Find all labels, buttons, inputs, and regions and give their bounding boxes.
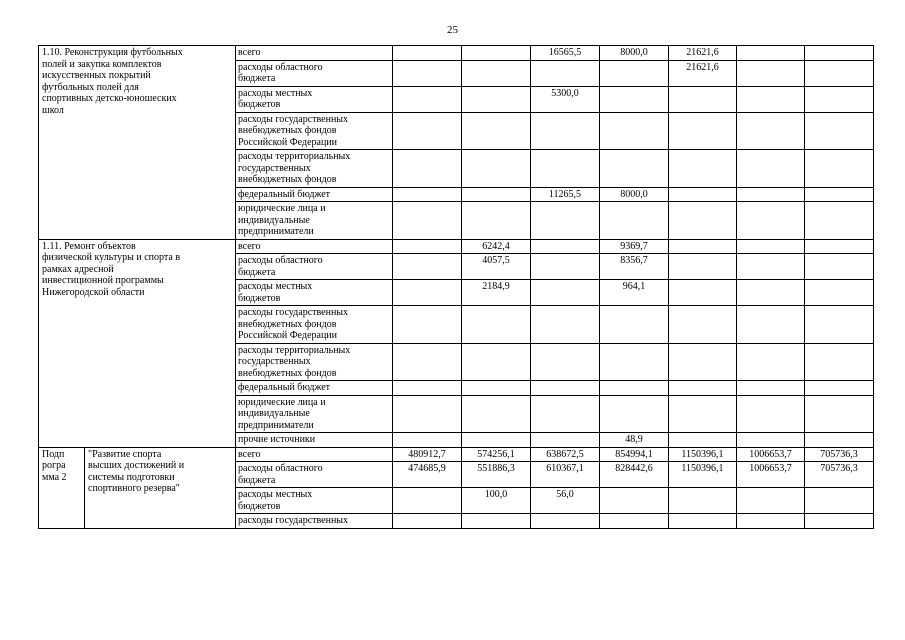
amount-cell [737,112,805,150]
amount-cell [669,433,737,448]
amount-cell: 21621,6 [669,46,737,61]
amount-cell: 574256,1 [462,447,531,462]
amount-cell [805,254,874,280]
table-row [39,46,874,61]
amount-cell [737,239,805,254]
amount-cell [393,306,462,344]
amount-cell [462,343,531,381]
amount-cell [462,381,531,396]
amount-cell [737,60,805,86]
amount-cell: 480912,7 [393,447,462,462]
amount-cell [737,280,805,306]
funding-source: расходы государственных внебюджетных фондов Российской Федерации [236,306,393,344]
funding-source: федеральный бюджет [236,187,393,202]
amount-cell [805,86,874,112]
funding-source: расходы территориальных государственных внебюджетных фондов [236,343,393,381]
amount-cell [393,514,462,529]
amount-cell [393,150,462,188]
funding-source: юридические лица и индивидуальные предприниматели [236,202,393,240]
amount-cell [805,514,874,529]
amount-cell [737,343,805,381]
amount-cell [393,280,462,306]
amount-cell [669,280,737,306]
amount-cell [669,488,737,514]
funding-source: расходы областного бюджета [236,462,393,488]
amount-cell [669,395,737,433]
amount-cell [462,112,531,150]
amount-cell [600,60,669,86]
amount-cell [393,343,462,381]
amount-cell: 551886,3 [462,462,531,488]
funding-source: расходы областного бюджета [236,60,393,86]
amount-cell: 705736,3 [805,447,874,462]
amount-cell: 2184,9 [462,280,531,306]
amount-cell [393,239,462,254]
amount-cell [600,514,669,529]
amount-cell [669,306,737,344]
amount-cell [669,150,737,188]
amount-cell: 56,0 [531,488,600,514]
amount-cell: 638672,5 [531,447,600,462]
amount-cell [531,60,600,86]
amount-cell [805,306,874,344]
funding-source: расходы государственных [236,514,393,529]
amount-cell: 8356,7 [600,254,669,280]
funding-source: всего [236,447,393,462]
amount-cell: 474685,9 [393,462,462,488]
amount-cell [737,381,805,396]
amount-cell [737,187,805,202]
amount-cell [805,202,874,240]
amount-cell: 1006653,7 [737,447,805,462]
amount-cell [669,343,737,381]
amount-cell [669,254,737,280]
amount-cell [805,112,874,150]
amount-cell [531,306,600,344]
amount-cell [531,150,600,188]
amount-cell [805,46,874,61]
amount-cell [462,46,531,61]
amount-cell [462,433,531,448]
amount-cell [462,60,531,86]
table-body [39,46,874,529]
amount-cell [531,343,600,381]
amount-cell [531,254,600,280]
table-row [39,447,874,462]
amount-cell [805,488,874,514]
amount-cell: 705736,3 [805,462,874,488]
amount-cell [393,395,462,433]
amount-cell [393,86,462,112]
amount-cell [600,150,669,188]
amount-cell [393,202,462,240]
amount-cell [393,381,462,396]
table-row [39,239,874,254]
amount-cell: 8000,0 [600,187,669,202]
amount-cell: 964,1 [600,280,669,306]
amount-cell [669,187,737,202]
amount-cell [600,86,669,112]
amount-cell [737,488,805,514]
amount-cell [462,202,531,240]
amount-cell [737,395,805,433]
amount-cell [393,254,462,280]
funding-source: всего [236,46,393,61]
amount-cell [737,254,805,280]
amount-cell [462,395,531,433]
amount-cell [600,306,669,344]
amount-cell [805,239,874,254]
amount-cell [462,514,531,529]
amount-cell [669,112,737,150]
funding-source: федеральный бюджет [236,381,393,396]
amount-cell [737,86,805,112]
amount-cell: 5300,0 [531,86,600,112]
amount-cell [600,488,669,514]
amount-cell [669,202,737,240]
amount-cell [600,395,669,433]
amount-cell: 8000,0 [600,46,669,61]
item-title: 1.10. Реконструкция футбольных полей и закупка комплектов искусственных покрытий футбольных полей для спортивных детско-юношеских школ [39,46,236,240]
amount-cell [393,488,462,514]
amount-cell: 1006653,7 [737,462,805,488]
amount-cell: 9369,7 [600,239,669,254]
amount-cell [805,381,874,396]
amount-cell [805,150,874,188]
amount-cell [462,86,531,112]
amount-cell [531,280,600,306]
amount-cell [600,381,669,396]
amount-cell [737,433,805,448]
amount-cell [805,433,874,448]
amount-cell: 828442,6 [600,462,669,488]
amount-cell [669,514,737,529]
amount-cell: 6242,4 [462,239,531,254]
amount-cell [669,239,737,254]
amount-cell [737,514,805,529]
amount-cell: 100,0 [462,488,531,514]
funding-source: прочие источники [236,433,393,448]
amount-cell [531,514,600,529]
amount-cell [600,112,669,150]
funding-source: всего [236,239,393,254]
amount-cell: 1150396,1 [669,462,737,488]
funding-source: расходы местных бюджетов [236,488,393,514]
amount-cell [737,46,805,61]
item-title: "Развитие спорта высших достижений и системы подготовки спортивного резерва" [85,447,236,528]
amount-cell: 11265,5 [531,187,600,202]
program-index: Подп рогра мма 2 [39,447,85,528]
amount-cell [805,280,874,306]
page-number: 25 [447,24,458,36]
amount-cell [531,395,600,433]
amount-cell [531,381,600,396]
amount-cell [737,202,805,240]
amount-cell [462,150,531,188]
amount-cell [393,46,462,61]
amount-cell [805,60,874,86]
amount-cell [531,239,600,254]
amount-cell: 21621,6 [669,60,737,86]
amount-cell [462,187,531,202]
amount-cell [393,433,462,448]
amount-cell: 854994,1 [600,447,669,462]
amount-cell [393,187,462,202]
funding-source: расходы местных бюджетов [236,280,393,306]
amount-cell [737,306,805,344]
funding-source: юридические лица и индивидуальные предприниматели [236,395,393,433]
funding-source: расходы государственных внебюджетных фондов Российской Федерации [236,112,393,150]
amount-cell [805,395,874,433]
amount-cell [531,112,600,150]
amount-cell [393,112,462,150]
amount-cell: 48,9 [600,433,669,448]
amount-cell: 1150396,1 [669,447,737,462]
funding-source: расходы местных бюджетов [236,86,393,112]
amount-cell: 16565,5 [531,46,600,61]
amount-cell [462,306,531,344]
item-title: 1.11. Ремонт объектов физической культуры и спорта в рамках адресной инвестиционной программы Нижегородской области [39,239,236,447]
amount-cell [531,433,600,448]
amount-cell [805,187,874,202]
amount-cell [393,60,462,86]
amount-cell [600,202,669,240]
amount-cell [737,150,805,188]
amount-cell [531,202,600,240]
amount-cell [805,343,874,381]
amount-cell [600,343,669,381]
amount-cell [669,381,737,396]
amount-cell: 4057,5 [462,254,531,280]
funding-source: расходы территориальных государственных внебюджетных фондов [236,150,393,188]
budget-table [38,45,874,529]
amount-cell [669,86,737,112]
amount-cell: 610367,1 [531,462,600,488]
funding-source: расходы областного бюджета [236,254,393,280]
